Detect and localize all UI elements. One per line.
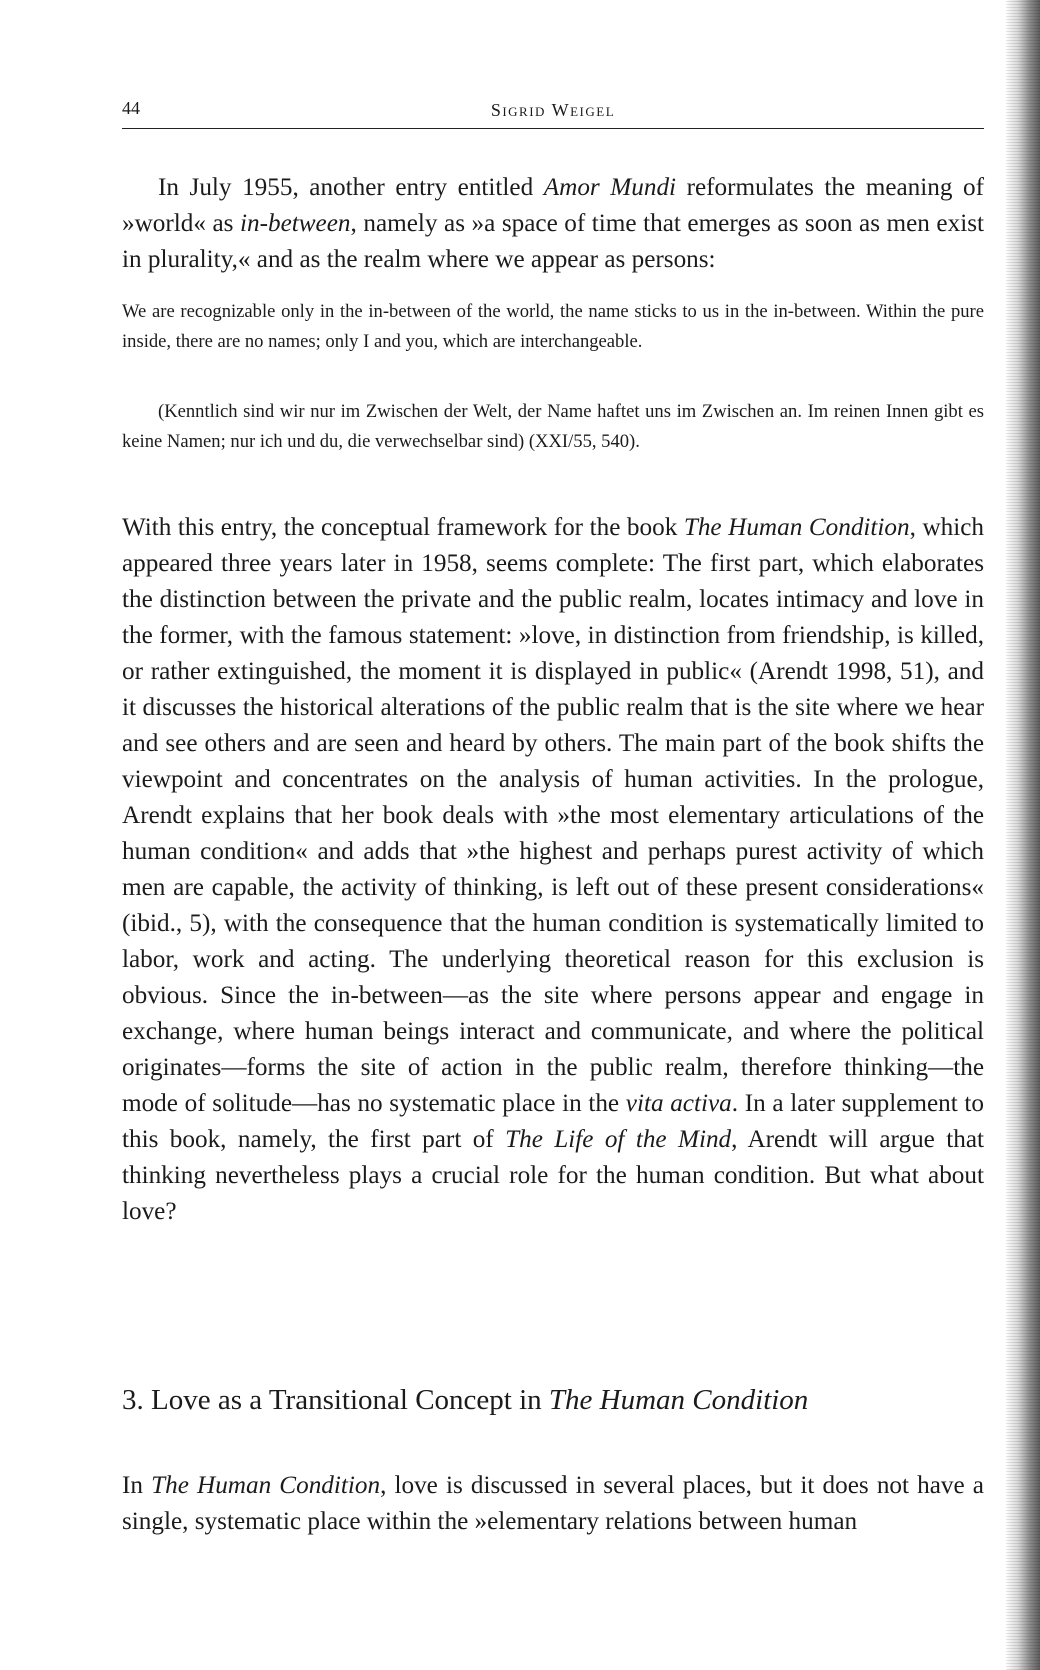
page-number: 44	[122, 98, 140, 118]
intro-text-3: , namely as »a space of time that emerges as soon as men exist in plurality,« and as the realm where we appear as persons:	[122, 210, 984, 273]
running-title: Sigrid Weigel	[490, 100, 616, 120]
intro-italic-amor-mundi: Amor Mundi	[543, 174, 677, 201]
section-paragraph	[122, 1468, 984, 1540]
running-header	[122, 96, 984, 129]
intro-italic-in-between: in-between	[240, 210, 351, 237]
main-text-4: , Arendt will argue that thinking nevertheless plays a crucial role for the human condition. But what about love?	[122, 1126, 985, 1225]
main-text-1: With this entry, the conceptual framework for the book	[122, 514, 684, 541]
main-text-2: , which appeared three years later in 1958, seems complete: The first part, which elaborates the distinction between the private and the public realm, locates intimacy and love in the former, with the famous statement: »love, in distinction from friendship, is killed, or rather extinguished, the moment it is displayed in public« (Arendt 1998, 51), and it discusses the historical alterations of the public realm that is the site where we hear and see others and are seen and heard by others. The main part of the book shifts the viewpoint and concentrates on the analysis of human activities. In the prologue, Arendt explains that her book deals with »the most elementary articulations of the human condition« and adds that »the highest and perhaps purest activity of which men are capable, the activity of thinking, is left out of these present considerations« (ibid., 5), with the consequence that the human condition is systematically limited to labor, work and acting. The underlying theoretical reason for this exclusion is obvious. Since the in-between—as the site where persons appear and engage in exchange, where human beings interact and communicate, and where the political originates—forms the site of action in the public realm, therefore thinking—the mode of solitude—has no systematic place in the	[122, 514, 984, 1117]
intro-text-2: reformulates the meaning of »world« as	[122, 174, 984, 237]
section-heading-text: 3. Love as a Transitional Concept in	[122, 1384, 549, 1416]
main-italic-human-condition: The Human Condition	[683, 514, 910, 541]
main-italic-vita-activa: vita activa	[625, 1090, 732, 1117]
main-paragraph	[122, 510, 984, 1230]
scan-shadow-edge	[1006, 0, 1040, 1670]
intro-text-1: In July 1955, another entry entitled	[158, 174, 544, 201]
block-quote-german: (Kenntlich sind wir nur im Zwischen der Welt, der Name haftet uns im Zwischen an. Im reinen Innen gibt es keine Namen; nur ich und du, die verwechselbar sind) (XXI/55, 540).	[122, 401, 984, 452]
section-heading-italic: The Human Condition	[548, 1384, 809, 1416]
section-para-text: , love is discussed in several places, but it does not have a single, systematic place within the »elementary relations between human	[122, 1472, 984, 1535]
main-italic-life-of-mind: The Life of the Mind	[505, 1126, 732, 1153]
section-para-prefix: In	[122, 1472, 152, 1499]
section-heading	[122, 1382, 808, 1418]
intro-paragraph	[122, 170, 984, 278]
main-text-3: . In a later supplement to this book, namely, the first part of	[122, 1090, 985, 1153]
block-quote-english: We are recognizable only in the in-between of the world, the name sticks to us in the in-between. Within the pure inside, there are no names; only I and you, which are interchangeable.	[122, 301, 984, 352]
section-para-italic: The Human Condition	[151, 1472, 381, 1499]
